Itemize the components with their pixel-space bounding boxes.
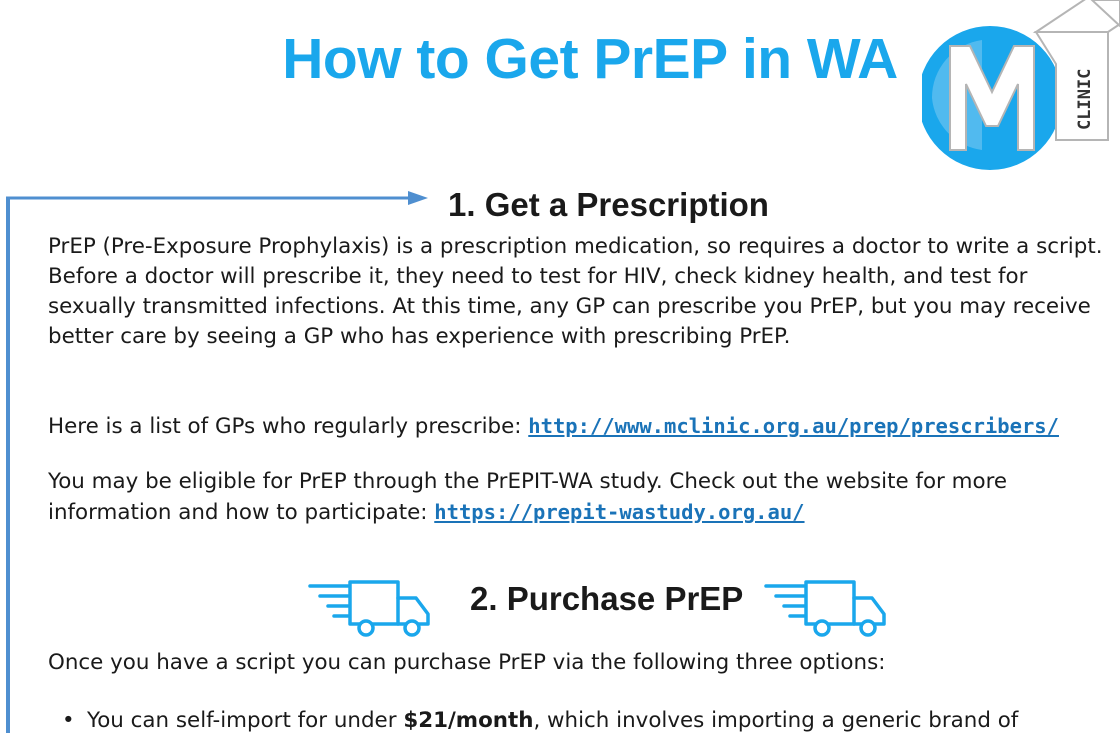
bullet-text bbox=[87, 708, 1018, 733]
prescription-paragraph: PrEP (Pre-Exposure Prophylaxis) is a prescription medication, so requires a doctor to write a script. Before a doctor will prescribe it, they need to test for HIV, check kidney health, and test for sexually transmitted infections. At this time, any GP can prescribe you PrEP, but you may receive better care by seeing a GP who has experience with prescribing PrEP. bbox=[48, 234, 1103, 349]
purchase-intro: Once you have a script you can purchase PrEP via the following three options: bbox=[48, 650, 886, 675]
delivery-truck-icon bbox=[762, 578, 888, 638]
list-item bbox=[62, 706, 1120, 736]
delivery-truck-icon bbox=[306, 578, 432, 638]
prepit-study-link[interactable]: https://prepit-wastudy.org.au/ bbox=[434, 500, 805, 524]
study-text: You may be eligible for PrEP through the PrEPIT-WA study. Check out the website for more information and how to participate: bbox=[48, 469, 1008, 525]
bullet-suffix: , which involves importing a generic brand of bbox=[533, 708, 1019, 733]
bullet-price: $21/month bbox=[403, 708, 534, 733]
bullet-dot: • bbox=[62, 708, 75, 733]
bullet-prefix: You can self-import for under bbox=[87, 708, 404, 733]
section-heading-prescription: 1. Get a Prescription bbox=[448, 186, 769, 223]
logo-wordmark: CLINIC bbox=[1075, 68, 1095, 130]
gp-list-text: Here is a list of GPs who regularly prescribe: bbox=[48, 414, 529, 439]
study-paragraph bbox=[48, 467, 1118, 528]
gp-list-paragraph bbox=[48, 411, 1118, 442]
page-title: How to Get PrEP in WA bbox=[282, 27, 898, 91]
mclinic-logo bbox=[922, 0, 1120, 172]
prescribers-link[interactable]: http://www.mclinic.org.au/prep/prescribers/ bbox=[528, 414, 1059, 438]
section-heading-purchase: 2. Purchase PrEP bbox=[470, 580, 744, 617]
